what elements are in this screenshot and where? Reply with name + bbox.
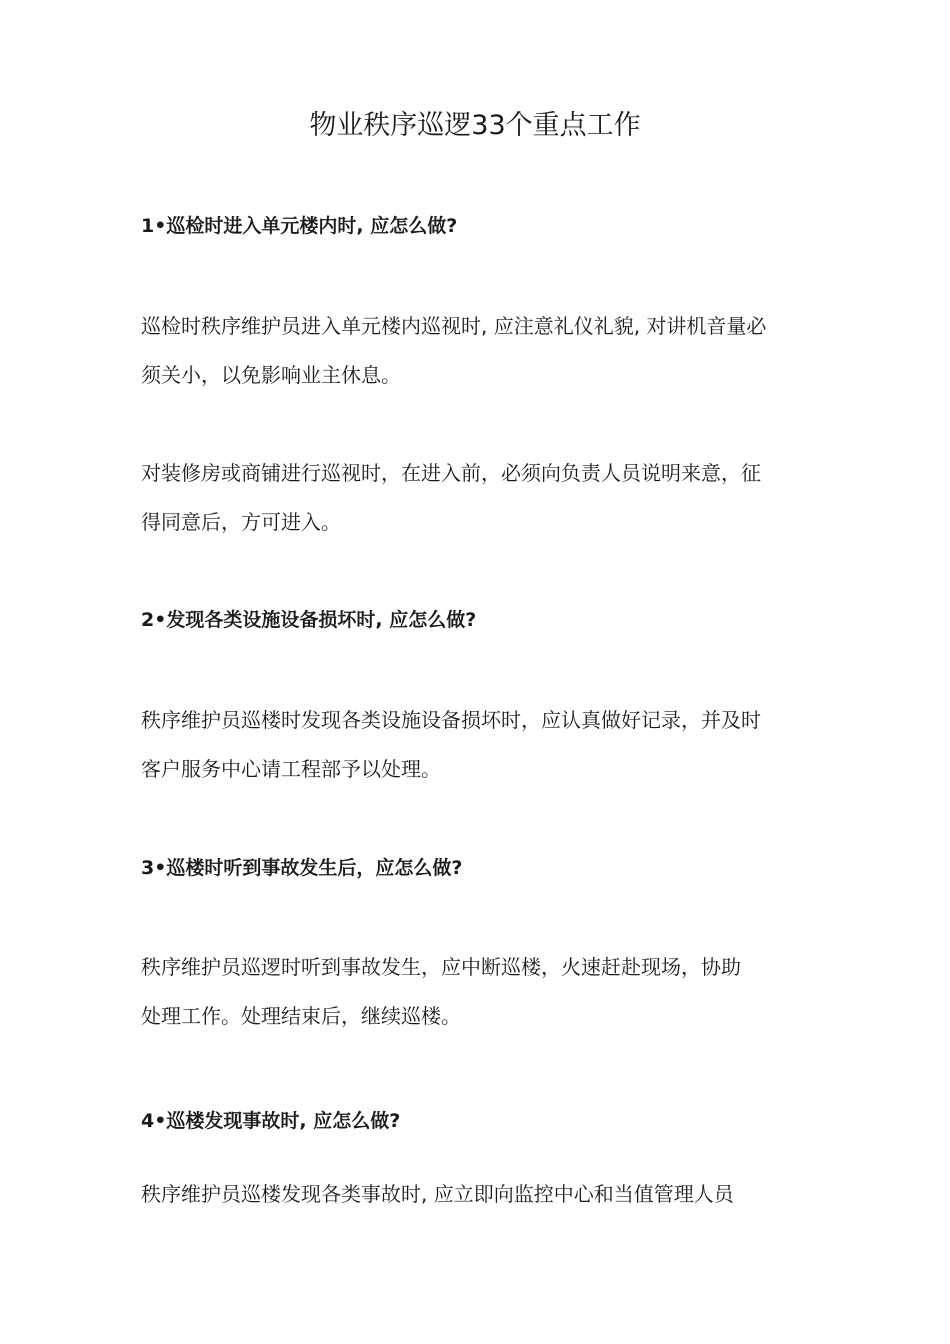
paragraph-line: 得同意后，方可进入。 [141, 510, 341, 534]
paragraph-line: 对装修房或商铺进行巡视时，在进入前，必须向负责人员说明来意，征 [141, 461, 761, 485]
paragraph-line: 处理工作。处理结束后，继续巡楼。 [141, 1004, 461, 1028]
paragraph-line: 巡检时秩序维护员进入单元楼内巡视时, 应注意礼仪礼貌, 对讲机音量必 [141, 314, 767, 338]
paragraph-line: 客户服务中心请工程部予以处理。 [141, 757, 441, 781]
paragraph-line: 秩序维护员巡逻时听到事故发生，应中断巡楼，火速赶赴现场，协助 [141, 955, 741, 979]
section-heading-1: 1•巡检时进入单元楼内时, 应怎么做? [141, 215, 458, 237]
section-heading-3: 3•巡楼时听到事故发生后，应怎么做? [141, 857, 463, 879]
section-heading-4: 4•巡楼发现事故时, 应怎么做? [141, 1110, 401, 1132]
paragraph-line: 秩序维护员巡楼发现各类事故时, 应立即向监控中心和当值管理人员 [141, 1182, 734, 1206]
paragraph-line: 秩序维护员巡楼时发现各类设施设备损坏时，应认真做好记录，并及时 [141, 708, 761, 732]
section-heading-2: 2•发现各类设施设备损坏时, 应怎么做? [141, 609, 477, 631]
document-title: 物业秩序巡逻33个重点工作 [309, 110, 641, 141]
paragraph-line: 须关小，以免影响业主休息。 [141, 363, 401, 387]
